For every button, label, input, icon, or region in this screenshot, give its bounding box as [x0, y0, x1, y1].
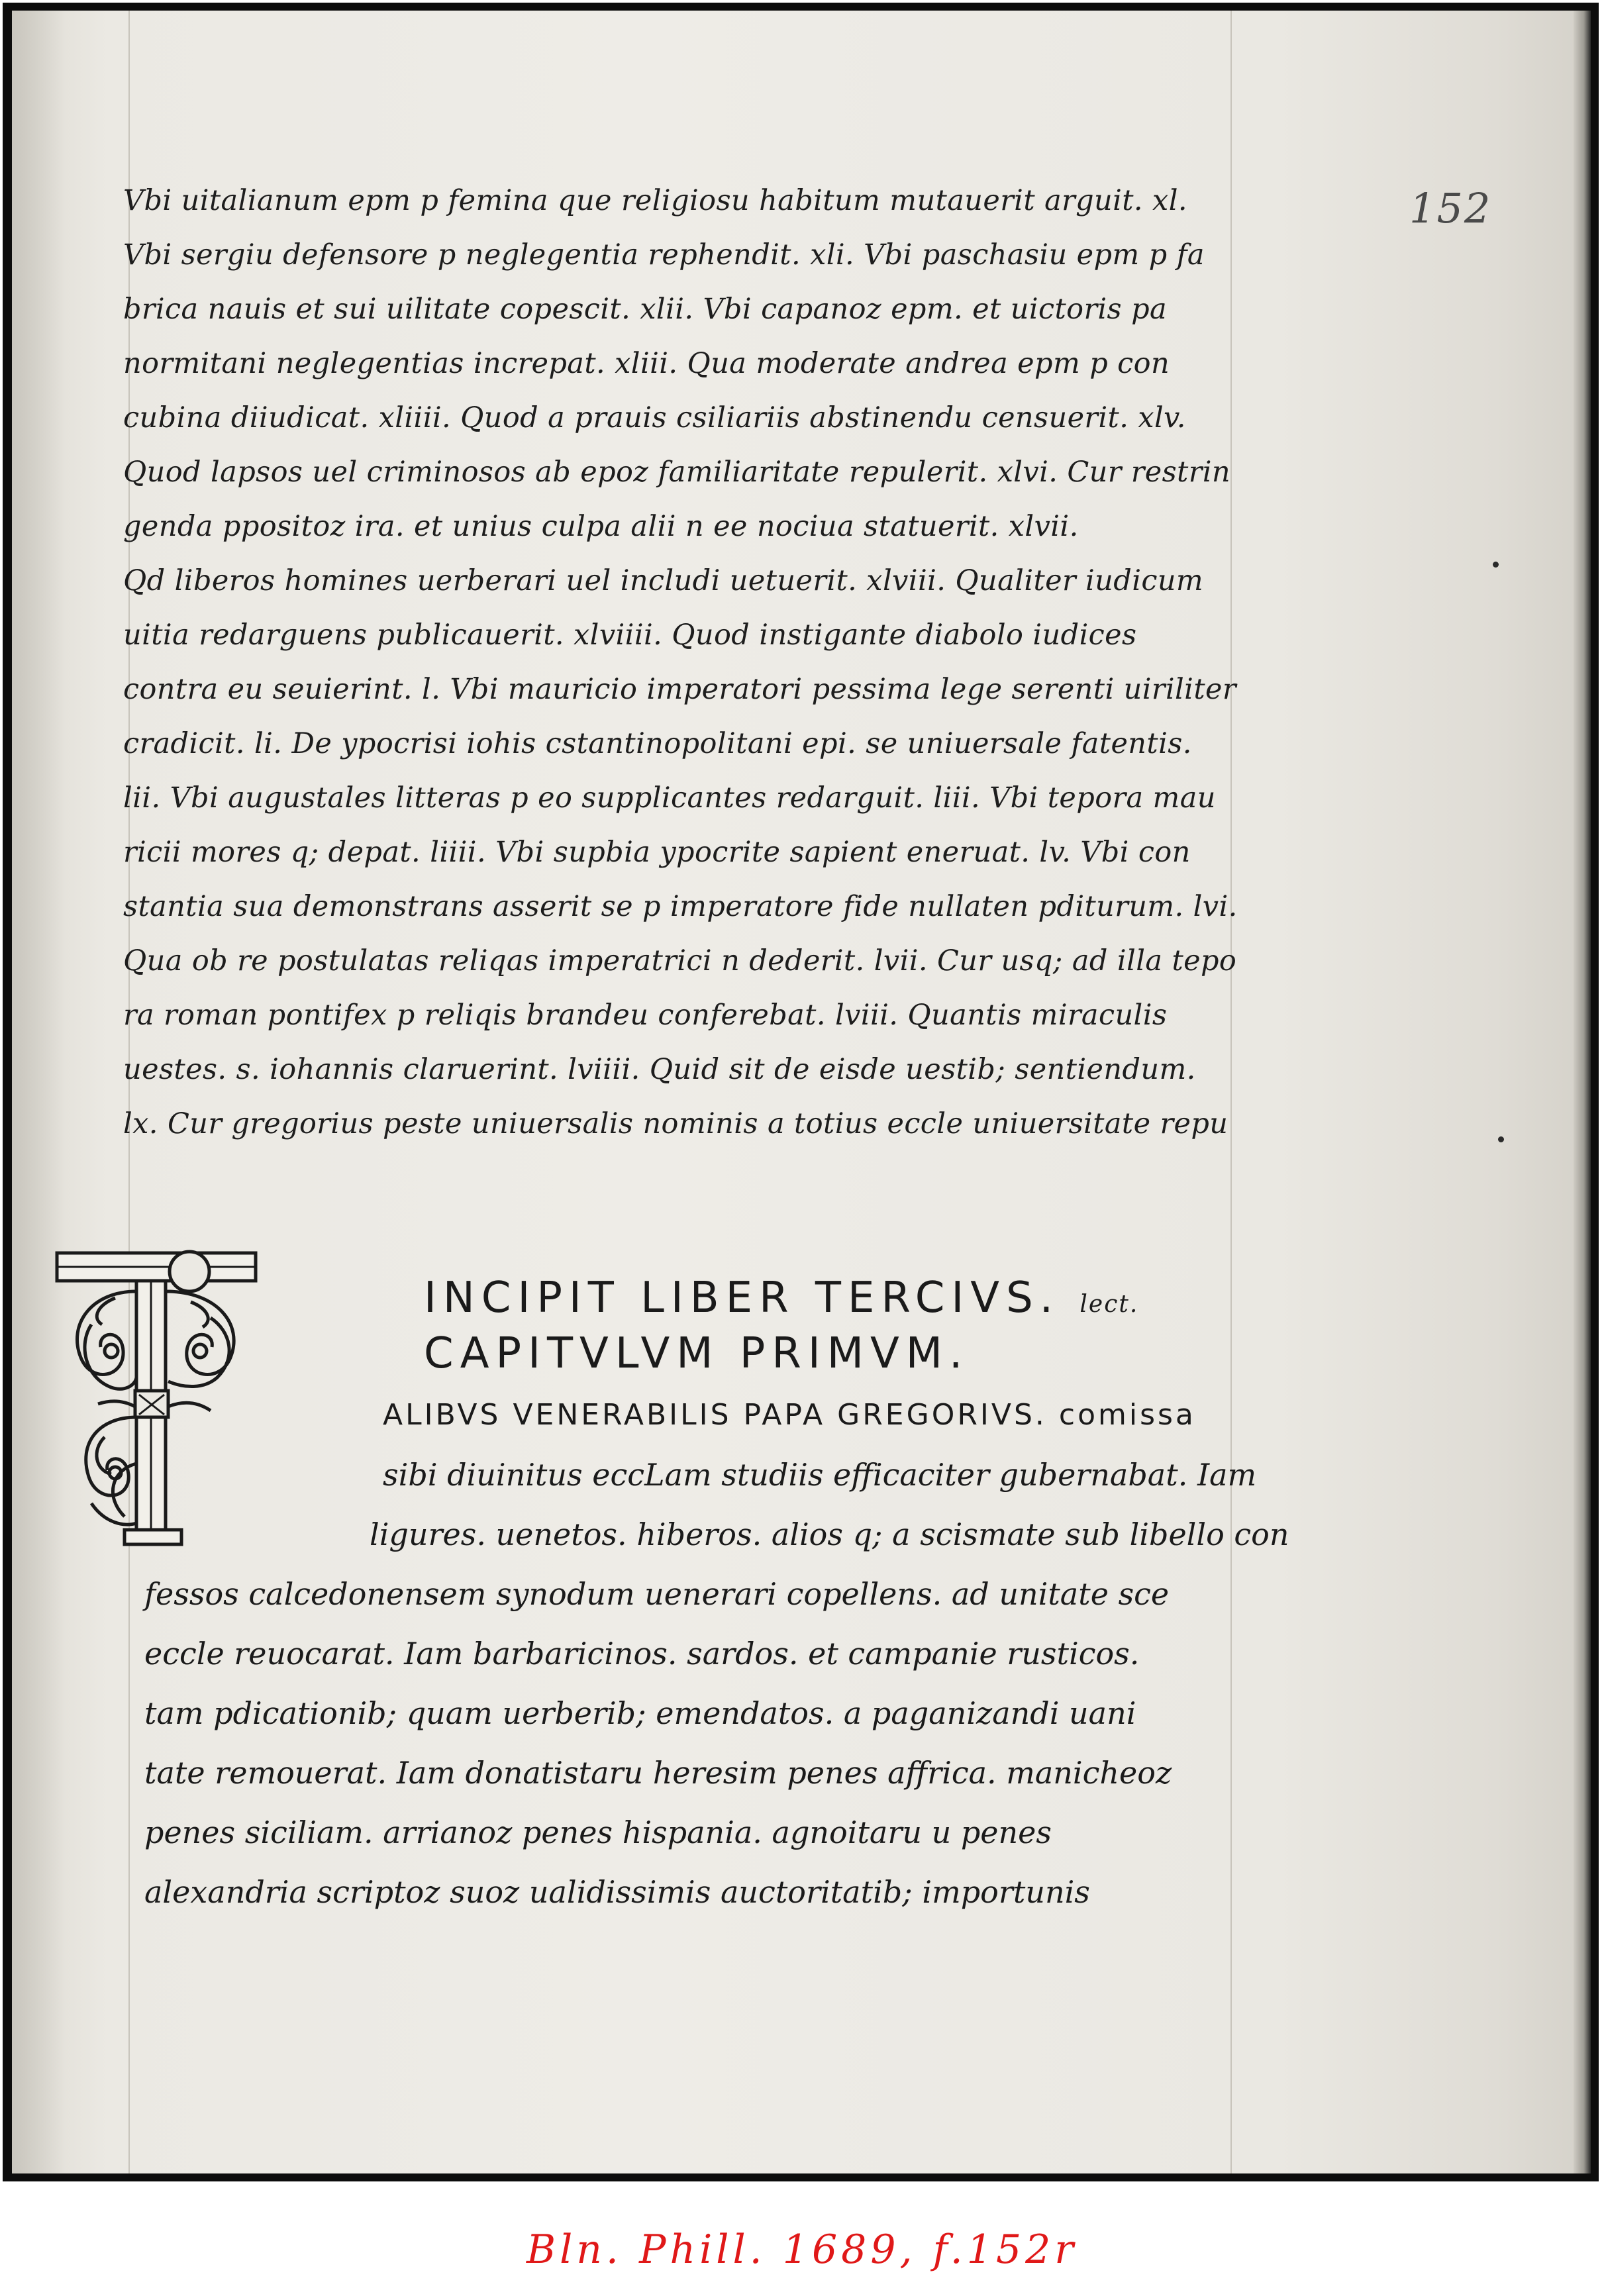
page-edge	[1574, 11, 1591, 2173]
rubric-line: Quod lapsos uel criminosos ab epoz familiaritate repulerit. xlvi. Cur restrin	[123, 456, 1230, 489]
body-line: tate remouerat. Iam donatistaru heresim penes affrica. manicheoz	[144, 1755, 1172, 1791]
rubric-line: normitani neglegentias increpat. xliii. Qua moderate andrea epm p con	[123, 347, 1170, 380]
chapter-title: CAPITVLVM PRIMVM.	[424, 1329, 970, 1378]
rubric-line: Vbi uitalianum epm p femina que religiosu habitum mutauerit arguit. xl.	[123, 184, 1187, 217]
ink-dot	[1493, 562, 1499, 568]
incipit-title	[424, 1270, 1285, 1326]
rubric-line: stantia sua demonstrans asserit se p imperatore fide nullaten pditurum. lvi.	[123, 890, 1238, 923]
rubric-line: lii. Vbi augustales litteras p eo supplicantes redarguit. liii. Vbi tepora mau	[123, 781, 1216, 815]
rubric-line: ra roman pontifex p reliqis brandeu conferebat. lviii. Quantis miraculis	[123, 999, 1168, 1032]
rubric-line: brica nauis et sui uilitate copescit. xlii. Vbi capanoz epm. et uictoris pa	[123, 293, 1168, 326]
book-heading	[424, 1270, 1285, 1381]
rubric-line: uestes. s. iohannis claruerint. lviiii. Quid sit de eisde uestib; sentiendum.	[123, 1053, 1196, 1086]
chapter-text	[144, 1385, 1289, 1922]
gutter-shadow	[12, 11, 65, 2173]
incipit-text: INCIPIT LIBER TERCIVS.	[424, 1273, 1060, 1323]
body-line: alexandria scriptoz suoz ualidissimis auctoritatib; importunis	[144, 1874, 1090, 1910]
body-line: eccle reuocarat. Iam barbaricinos. sardos. et campanie rusticos.	[144, 1636, 1140, 1672]
folio-number: 152	[1409, 184, 1492, 232]
rubric-line: ricii mores q; depat. liiii. Vbi supbia ypocrite sapient eneruat. lv. Vbi con	[123, 836, 1191, 869]
body-line: fessos calcedonensem synodum uenerari copellens. ad unitate sce	[144, 1576, 1170, 1612]
body-line: tam pdicationib; quam uerberib; emendatos. a paganizandi uani	[144, 1695, 1136, 1731]
shelfmark-label: Bln. Phill. 1689, f.152r	[526, 2226, 1078, 2273]
rubric-line: Qua ob re postulatas reliqas imperatrici n dederit. lvii. Cur usq; ad illa tepo	[123, 944, 1237, 977]
body-line: ALIBVS VENERABILIS PAPA GREGORIVS. comissa	[383, 1398, 1196, 1432]
rubric-line: cradicit. li. De ypocrisi iohis cstantinopolitani epi. se uniuersale fatentis.	[123, 727, 1192, 760]
body-line: sibi diuinitus eccLam studiis efficaciter gubernabat. Iam	[383, 1457, 1257, 1493]
rubric-line: Qd liberos homines uerberari uel includi uetuerit. xlviii. Qualiter iudicum	[123, 564, 1204, 597]
rubric-line: genda ppositoz ira. et unius culpa alii n ee nociua statuerit. xlvii.	[123, 510, 1079, 543]
rubric-line: uitia redarguens publicauerit. xlviiii. Quod instigante diabolo iudices	[123, 619, 1137, 652]
rubric-line: lx. Cur gregorius peste uniuersalis nominis a totius eccle uniuersitate repu	[123, 1107, 1228, 1140]
marginal-note: lect.	[1079, 1291, 1139, 1318]
body-line: penes siciliam. arrianoz penes hispania. agnoitaru u penes	[144, 1815, 1052, 1850]
rubric-line: cubina diiudicat. xliiii. Quod a prauis csiliariis abstinendu censuerit. xlv.	[123, 401, 1186, 434]
chapter-list	[123, 174, 1262, 1151]
rubric-line: Vbi sergiu defensore p neglegentia rephendit. xli. Vbi paschasiu epm p fa	[123, 238, 1205, 272]
ink-dot	[1498, 1136, 1504, 1142]
rubric-line: contra eu seuierint. l. Vbi mauricio imperatori pessima lege serenti uiriliter	[123, 673, 1236, 706]
body-line: ligures. uenetos. hiberos. alios q; a scismate sub libello con	[370, 1517, 1289, 1552]
